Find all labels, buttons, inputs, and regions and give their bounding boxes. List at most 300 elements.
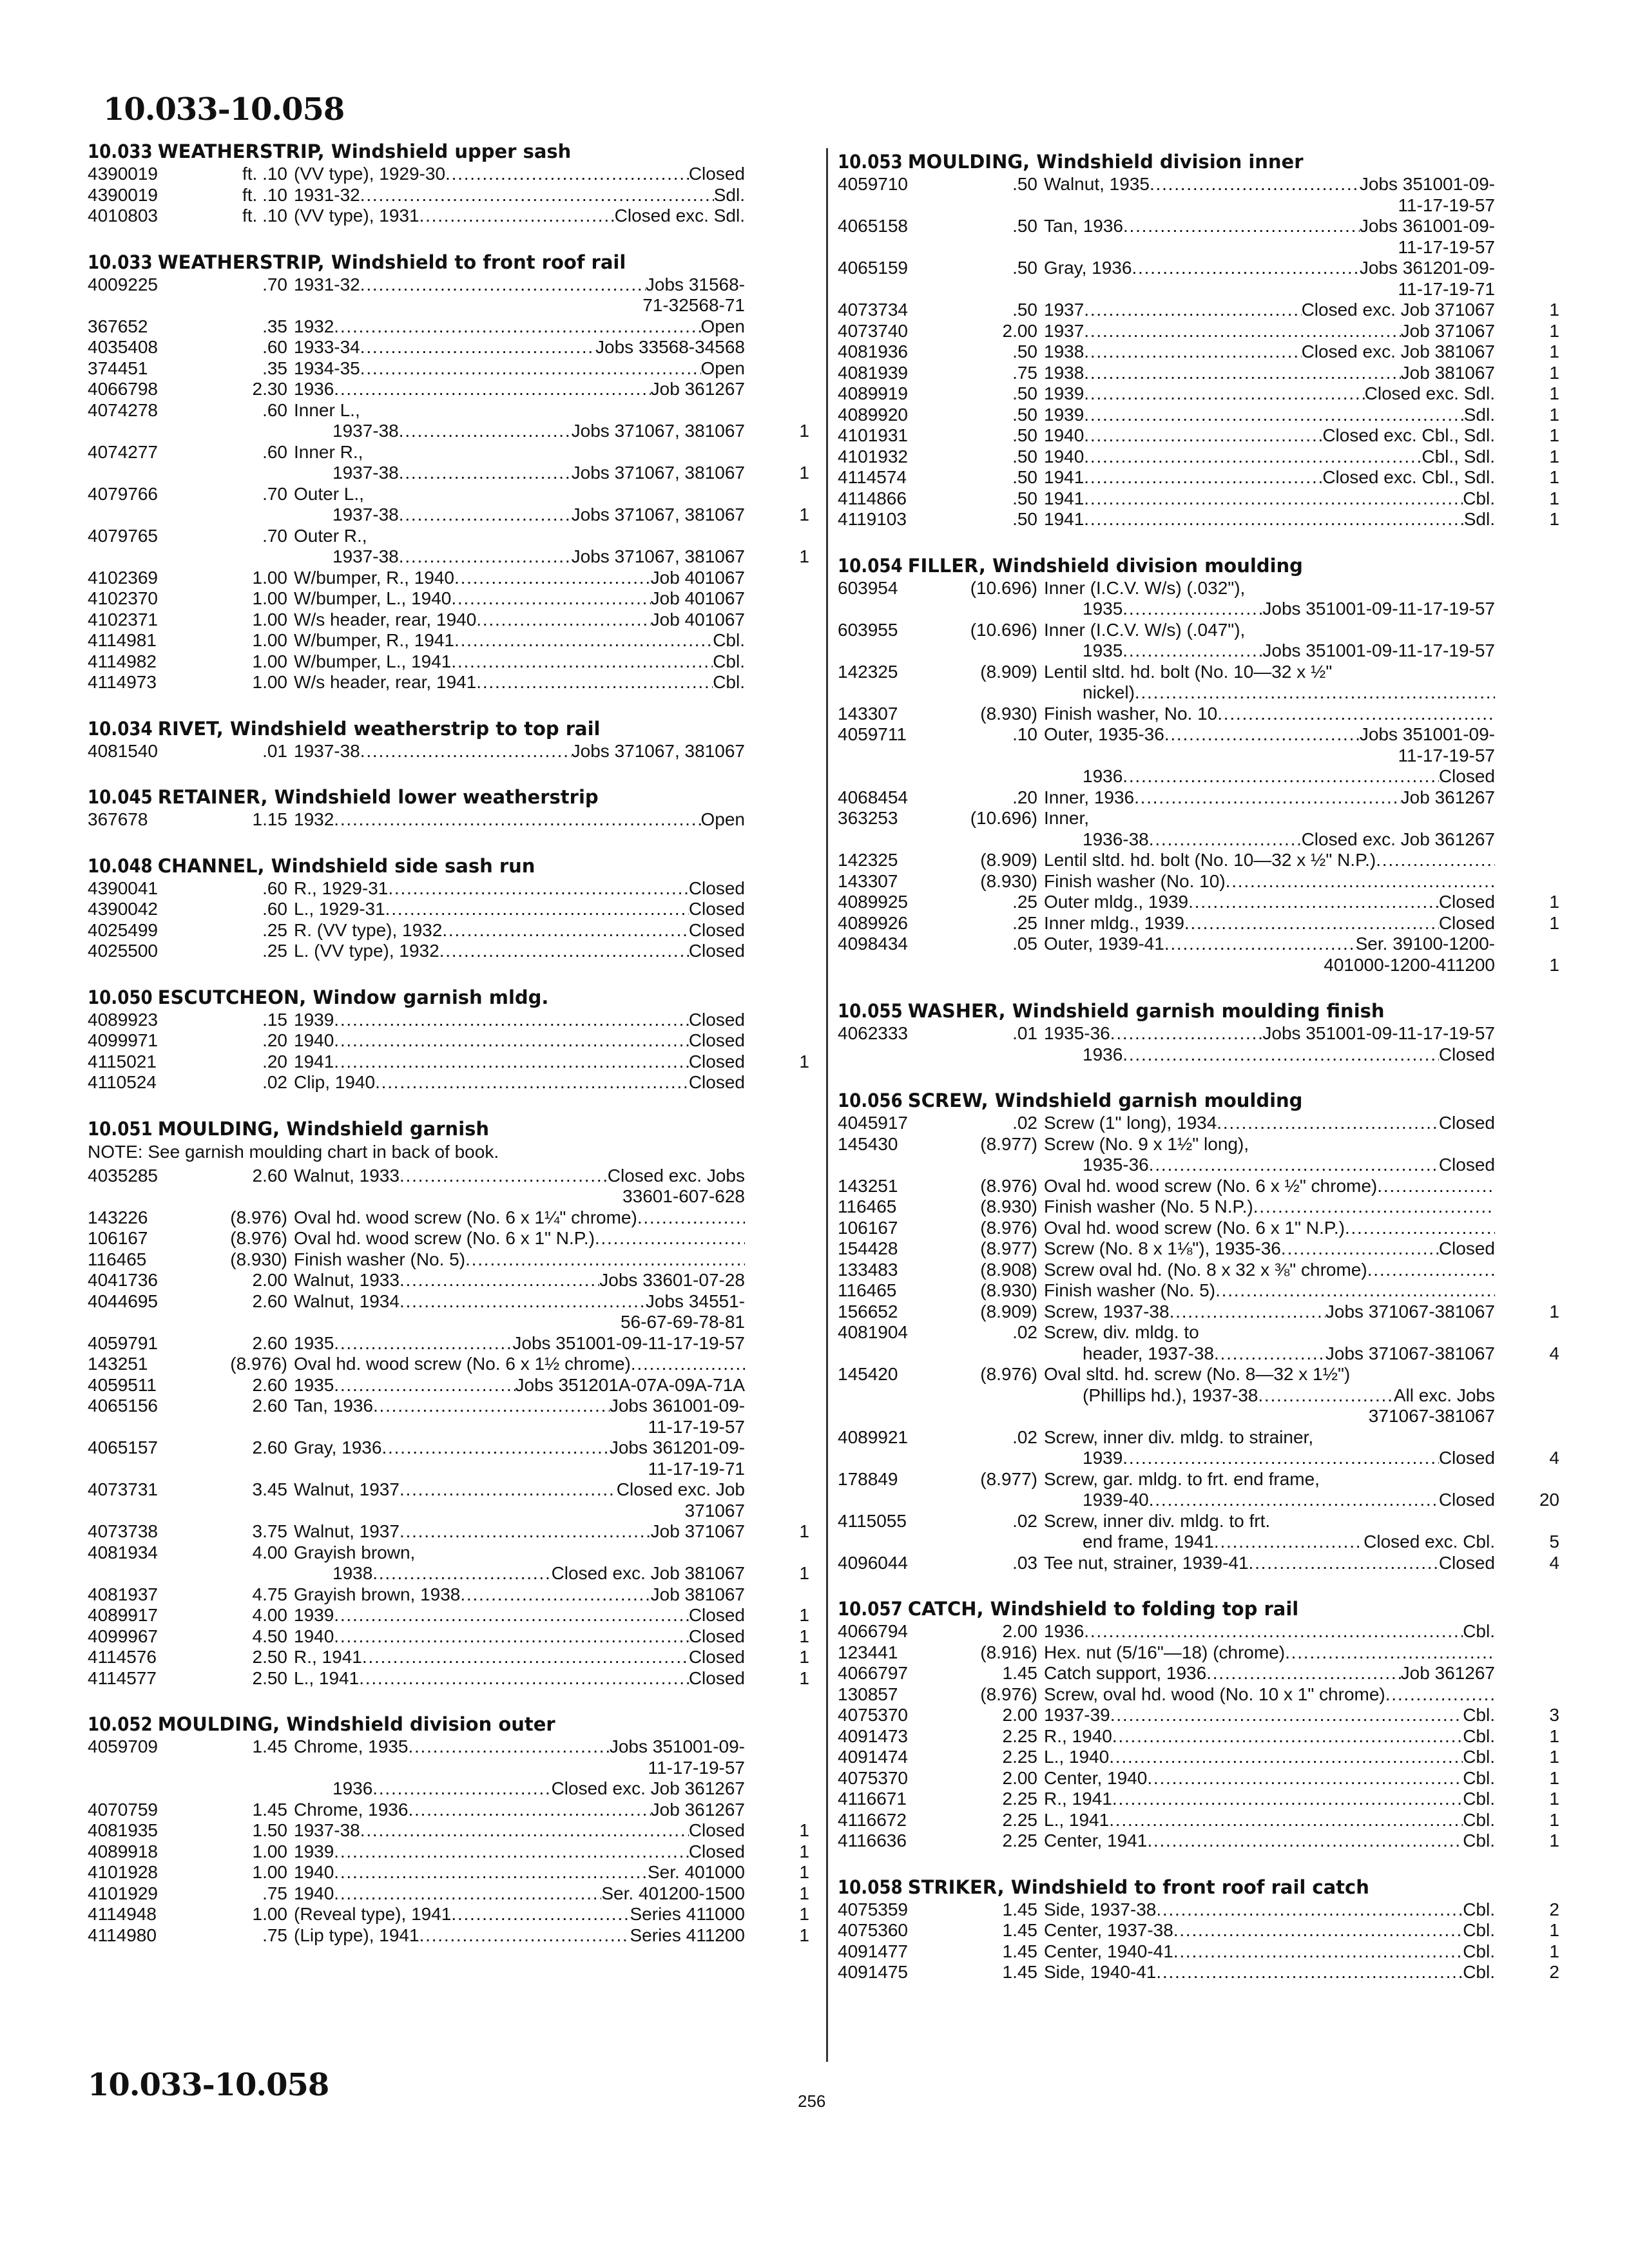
part-price: .50 [1012, 300, 1037, 320]
quantity: 1 [1549, 892, 1559, 912]
description-text: L. (VV type), 1932 [294, 941, 439, 961]
page-number: 256 [798, 2091, 826, 2111]
part-description [294, 588, 745, 610]
application-text: Jobs 351001-09- [1359, 174, 1495, 194]
description-line [294, 1333, 745, 1354]
part-description [1044, 174, 1495, 216]
part-row [838, 1810, 1566, 1831]
description-line [1044, 704, 1495, 725]
description-line [1044, 341, 1495, 363]
part-row [838, 1747, 1566, 1768]
part-description [294, 379, 745, 400]
description-line [1044, 300, 1495, 321]
part-row [88, 1841, 816, 1863]
description-line [294, 1030, 745, 1052]
description-line [1044, 682, 1495, 704]
part-row [88, 1521, 816, 1542]
description-line [1044, 1553, 1495, 1574]
leader-dots [1214, 1532, 1364, 1553]
section-title [88, 855, 816, 877]
description-text: Inner (I.C.V. W/s) (.047"), [1044, 619, 1246, 640]
part-description [1044, 447, 1495, 468]
part-number: 142325 [838, 850, 898, 870]
description-line [1044, 447, 1495, 468]
description-line [294, 1228, 745, 1249]
description-line [1044, 934, 1495, 955]
application-text: Cbl. [1463, 1789, 1495, 1809]
part-description [1044, 871, 1495, 892]
part-row [838, 871, 1566, 892]
leader-dots [595, 1228, 745, 1249]
part-price: .60 [262, 899, 287, 919]
description-line [294, 546, 745, 568]
description-continuation: 1937-38 [333, 421, 399, 441]
section-heading: MOULDING, Windshield division inner [907, 151, 1304, 173]
description-line [294, 337, 745, 358]
section-number: 10.052 [88, 1713, 153, 1735]
description-line [294, 588, 745, 610]
application-text: Closed [688, 919, 745, 940]
part-price: (8.909) [980, 850, 1037, 870]
description-text: Finish washer, No. 10 [1044, 703, 1218, 724]
part-number: 367652 [88, 316, 148, 336]
leader-dots [476, 610, 650, 631]
part-description [294, 941, 745, 962]
part-row [838, 1364, 1566, 1427]
part-number: 4073731 [88, 1479, 159, 1499]
part-row [838, 1023, 1566, 1065]
description-line [1044, 1113, 1495, 1134]
description-text: R. (VV type), 1932 [294, 919, 443, 940]
description-line [294, 899, 745, 920]
section-number: 10.051 [88, 1117, 153, 1140]
description-text: 1939 [1044, 404, 1084, 425]
part-price: (8.908) [980, 1259, 1037, 1280]
application-text: Jobs 351001-09-11-17-19-57 [1262, 599, 1495, 619]
part-row [88, 1668, 816, 1689]
description-text: Inner (I.C.V. W/s) (.032"), [1044, 577, 1246, 598]
description-line [294, 1563, 745, 1584]
quantity: 1 [799, 421, 809, 441]
application-text: Job 361267 [1400, 1663, 1495, 1683]
application-text: Jobs 351001-09- [609, 1736, 745, 1756]
quantity: 3 [1549, 1705, 1559, 1725]
part-price: .35 [262, 316, 287, 336]
part-price: 1.00 [252, 1904, 287, 1924]
description-text: 1940 [294, 1030, 334, 1050]
part-description [1044, 1134, 1495, 1176]
application-text: Jobs 371067, 381067 [571, 546, 745, 566]
leader-dots [419, 206, 615, 227]
description-line [294, 568, 745, 589]
part-number: 367678 [88, 809, 148, 829]
section-heading: CATCH, Windshield to folding top rail [907, 1598, 1299, 1620]
part-number: 4075370 [838, 1767, 909, 1788]
part-description [294, 610, 745, 631]
part-description [1044, 1726, 1495, 1747]
part-price: .05 [1012, 934, 1037, 954]
leader-dots [1084, 425, 1322, 447]
part-number: 4065157 [88, 1437, 159, 1457]
part-row [838, 1642, 1566, 1664]
part-row [88, 185, 816, 206]
parts-section [88, 140, 816, 227]
part-description [1044, 1920, 1495, 1941]
application-text: Job 381067 [1400, 362, 1495, 383]
description-text: Walnut, 1937 [294, 1521, 400, 1541]
part-description [294, 1925, 745, 1946]
part-description [1044, 1831, 1495, 1852]
part-number: 4110524 [88, 1072, 157, 1092]
part-row [88, 400, 816, 442]
part-price: .70 [262, 483, 287, 504]
application-text: Open [700, 809, 745, 829]
leader-dots [385, 899, 689, 920]
part-number: 4035408 [88, 337, 159, 357]
leader-dots [631, 1354, 745, 1375]
quantity: 1 [1549, 467, 1559, 487]
part-number: 4116671 [838, 1789, 907, 1809]
part-number: 4044695 [88, 1291, 159, 1311]
part-row [88, 941, 816, 962]
description-line [294, 164, 745, 185]
part-row [838, 1134, 1566, 1176]
description-text: (VV type), 1931 [294, 206, 419, 226]
part-price: .50 [1012, 488, 1037, 508]
part-number: 4102369 [88, 567, 159, 588]
description-text: 1937 [1044, 300, 1084, 320]
parts-section [838, 1876, 1566, 1983]
description-text: W/s header, rear, 1940 [294, 609, 477, 629]
application-text: Closed exc. Job 381067 [1301, 341, 1495, 361]
application-text: Cbl. [713, 651, 745, 671]
section-heading: MOULDING, Windshield garnish [157, 1117, 490, 1140]
part-number: 4073740 [838, 320, 909, 341]
part-description [294, 1249, 745, 1271]
leader-dots [1149, 1490, 1439, 1511]
leader-dots [1135, 682, 1495, 704]
part-description [294, 1375, 745, 1396]
description-text: Screw oval hd. (No. 8 x 32 x ⅜" chrome) [1044, 1259, 1367, 1280]
part-row [88, 1375, 816, 1396]
application-text: Jobs 351001-09- [1359, 724, 1495, 744]
leader-dots [1258, 1385, 1393, 1407]
quantity: 1 [799, 1904, 809, 1924]
part-number: 4101928 [88, 1862, 159, 1882]
quantity: 1 [799, 1862, 809, 1882]
description-line [294, 809, 745, 831]
part-row [838, 704, 1566, 725]
section-title [88, 786, 816, 808]
quantity: 1 [1549, 1789, 1559, 1809]
part-description [1044, 1663, 1495, 1684]
quantity: 4 [1549, 1448, 1559, 1468]
description-line [294, 630, 745, 651]
description-line [294, 1437, 745, 1459]
part-price: .01 [262, 740, 287, 761]
description-line [1044, 216, 1495, 237]
part-description [294, 1396, 745, 1437]
parts-section [838, 1090, 1566, 1573]
leader-dots [1147, 1768, 1463, 1789]
part-number: 4390041 [88, 878, 159, 898]
leader-dots [451, 1904, 630, 1925]
leader-dots [1123, 599, 1262, 620]
leader-dots [465, 1249, 745, 1271]
description-line [294, 610, 745, 631]
left-column [88, 140, 816, 1970]
part-number: 4390042 [88, 899, 159, 919]
part-number: 4070759 [88, 1799, 159, 1820]
part-description [294, 809, 745, 831]
leader-dots [1084, 383, 1364, 405]
part-row [838, 850, 1566, 871]
part-price: .01 [1012, 1023, 1037, 1043]
leader-dots [334, 1375, 515, 1396]
leader-dots [334, 1333, 512, 1354]
description-text: Finish washer (No. 5 N.P.) [1044, 1196, 1253, 1216]
application-text: Open [700, 358, 745, 378]
description-text: Oval hd. wood screw (No. 6 x ½" chrome) [1044, 1175, 1378, 1196]
description-text: Tan, 1936 [1044, 216, 1123, 236]
page-header-top: 10.033-10.058 [103, 91, 345, 128]
description-text: 1931-32 [294, 274, 360, 294]
description-line [294, 1375, 745, 1396]
application-text: Jobs 351201A-07A-09A-71A [515, 1374, 745, 1395]
part-row [838, 892, 1566, 913]
description-text: Center, 1941 [1044, 1831, 1148, 1850]
application-text: Closed [688, 1009, 745, 1030]
application-text: Series 411200 [630, 1925, 745, 1945]
description-line [294, 1904, 745, 1925]
description-line [1044, 787, 1495, 809]
description-line [294, 1626, 745, 1648]
quantity: 1 [1549, 509, 1559, 529]
description-line [1044, 1663, 1495, 1684]
part-row [88, 1291, 816, 1333]
part-row [838, 300, 1566, 321]
part-price: 3.45 [252, 1479, 287, 1499]
part-number: 142325 [838, 661, 898, 682]
part-price: .20 [1012, 787, 1037, 807]
description-text: 1935 [294, 1332, 334, 1353]
application-text: Jobs 351001-09-11-17-19-57 [512, 1332, 745, 1353]
description-text: 1935-36 [1044, 1023, 1110, 1043]
part-description [294, 1479, 745, 1521]
application-text: Jobs 361001-09- [609, 1396, 745, 1416]
quantity: 1 [799, 1883, 809, 1903]
description-text: 1940 [294, 1883, 334, 1903]
description-continuation: 11-17-19-57 [648, 1416, 745, 1437]
quantity: 1 [799, 1925, 809, 1945]
leader-dots [408, 1800, 650, 1821]
part-price: .02 [1012, 1322, 1037, 1342]
leader-dots [451, 651, 713, 673]
section-number: 10.055 [838, 1000, 903, 1022]
application-text: Closed [1438, 892, 1495, 912]
description-line [294, 1778, 745, 1800]
leader-dots [1123, 216, 1360, 237]
application-text: Closed exc. Sdl. [1364, 383, 1495, 403]
quantity: 1 [1549, 425, 1559, 445]
application-text: Closed exc. Cbl., Sdl. [1322, 425, 1495, 445]
leader-dots [637, 1207, 745, 1229]
description-continuation: 1939-40 [1083, 1490, 1149, 1510]
part-number: 4089920 [838, 404, 909, 425]
part-description [1044, 1176, 1495, 1197]
part-price: (8.916) [980, 1642, 1037, 1662]
leader-dots [360, 337, 595, 358]
description-line [294, 1010, 745, 1031]
description-line [294, 1291, 745, 1312]
leader-dots [334, 1862, 648, 1883]
part-description [294, 1626, 745, 1648]
part-number: 4075360 [838, 1920, 909, 1940]
application-text: Cbl. [1463, 1725, 1495, 1746]
part-price: (8.976) [980, 1684, 1037, 1704]
description-line [294, 1584, 745, 1606]
section-title [838, 1876, 1566, 1898]
application-text: Closed [688, 1647, 745, 1667]
part-number: 4114973 [88, 672, 157, 692]
quantity: 1 [1549, 954, 1559, 975]
leader-dots [1112, 1726, 1463, 1747]
part-row [838, 1941, 1566, 1963]
application-text: Closed [688, 899, 745, 919]
description-line [294, 185, 745, 206]
description-line [1044, 1238, 1495, 1260]
part-number: 4074277 [88, 441, 159, 462]
description-line [294, 1605, 745, 1626]
column-divider [826, 148, 828, 2062]
description-line [294, 941, 745, 962]
section-number: 10.048 [88, 854, 153, 877]
part-number: 4081936 [838, 341, 909, 361]
leader-dots [334, 1626, 689, 1648]
description-text: Walnut, 1935 [1044, 174, 1150, 194]
description-continuation: 1937-38 [333, 505, 399, 524]
description-line [294, 651, 745, 673]
part-row [838, 467, 1566, 488]
description-text: Walnut, 1933 [294, 1270, 400, 1290]
part-row [838, 934, 1566, 975]
part-price: 2.25 [1002, 1725, 1037, 1746]
part-number: 156652 [838, 1301, 898, 1321]
part-row [838, 258, 1566, 300]
application-text: Job 401067 [650, 567, 745, 588]
description-line [1044, 1280, 1495, 1302]
quantity: 1 [799, 1647, 809, 1667]
quantity: 1 [799, 1521, 809, 1541]
description-line [1044, 1532, 1495, 1553]
section-title [88, 718, 816, 740]
leader-dots [1084, 321, 1400, 342]
part-row [838, 447, 1566, 468]
description-continuation: 1936 [1083, 766, 1123, 786]
application-text: Jobs 371067, 381067 [571, 505, 745, 524]
part-description [1044, 321, 1495, 342]
leader-dots [1367, 1260, 1495, 1281]
quantity: 2 [1549, 1962, 1559, 1982]
leader-dots [1147, 1831, 1463, 1852]
application-text: Closed [688, 1841, 745, 1861]
leader-dots [1084, 405, 1463, 426]
description-continuation: 71-32568-71 [642, 295, 745, 315]
part-price: (8.909) [980, 1301, 1037, 1321]
description-text: Catch support, 1936 [1044, 1663, 1207, 1683]
section-note: NOTE: See garnish moulding chart in back of book. [88, 1141, 499, 1162]
leader-dots [419, 1925, 630, 1946]
part-price: 4.00 [252, 1605, 287, 1625]
application-text: Cbl. [713, 630, 745, 650]
part-price: 2.30 [252, 379, 287, 399]
part-number: 4114948 [88, 1904, 157, 1924]
part-description [294, 1052, 745, 1073]
leader-dots [1156, 1899, 1463, 1921]
quantity: 1 [799, 1820, 809, 1840]
part-number: 4119103 [838, 509, 907, 529]
part-price: .50 [1012, 425, 1037, 445]
part-description [294, 630, 745, 651]
description-line [294, 1166, 745, 1187]
leader-dots [1149, 829, 1302, 850]
part-price: 4.75 [252, 1584, 287, 1604]
leader-dots [1084, 509, 1463, 530]
part-number: 4010803 [88, 206, 159, 226]
description-text: Inner, [1044, 808, 1090, 828]
leader-dots [400, 1291, 646, 1312]
part-number: 116465 [88, 1249, 147, 1269]
section-heading: FILLER, Windshield division moulding [907, 554, 1303, 577]
description-line [1044, 1899, 1495, 1921]
part-price: 2.25 [1002, 1809, 1037, 1830]
part-description [294, 1010, 745, 1031]
part-row [88, 484, 816, 526]
page-header-bottom: 10.033-10.058 [88, 2067, 329, 2103]
leader-dots [1188, 892, 1439, 913]
part-description [1044, 1789, 1495, 1810]
leader-dots [1217, 704, 1495, 725]
description-line [294, 1736, 745, 1758]
leader-dots [1206, 1663, 1400, 1684]
application-text: Cbl. [1463, 1831, 1495, 1850]
part-price: .50 [1012, 509, 1037, 529]
part-price: 1.45 [252, 1736, 287, 1756]
part-price: .50 [1012, 383, 1037, 403]
part-price: 1.00 [252, 588, 287, 608]
leader-dots [359, 1668, 689, 1689]
part-price: 2.25 [1002, 1831, 1037, 1850]
section-title [88, 986, 816, 1008]
application-text: Sdl. [1463, 509, 1495, 529]
application-text: Sdl. [1463, 404, 1495, 425]
part-description [1044, 1941, 1495, 1963]
application-text: Cbl. [1463, 488, 1495, 508]
leader-dots [1184, 913, 1439, 934]
leader-dots [334, 1841, 689, 1863]
application-text: Cbl. [1463, 1941, 1495, 1961]
application-text: Open [700, 316, 745, 336]
part-number: 116465 [838, 1280, 897, 1300]
description-text: 1931-32 [294, 184, 360, 205]
description-text: Gray, 1936 [1044, 258, 1132, 278]
part-description [1044, 704, 1495, 725]
part-price: 1.45 [1002, 1920, 1037, 1940]
description-line [294, 878, 745, 899]
leader-dots [1164, 934, 1356, 955]
part-row [838, 1663, 1566, 1684]
section-title [838, 555, 1566, 577]
